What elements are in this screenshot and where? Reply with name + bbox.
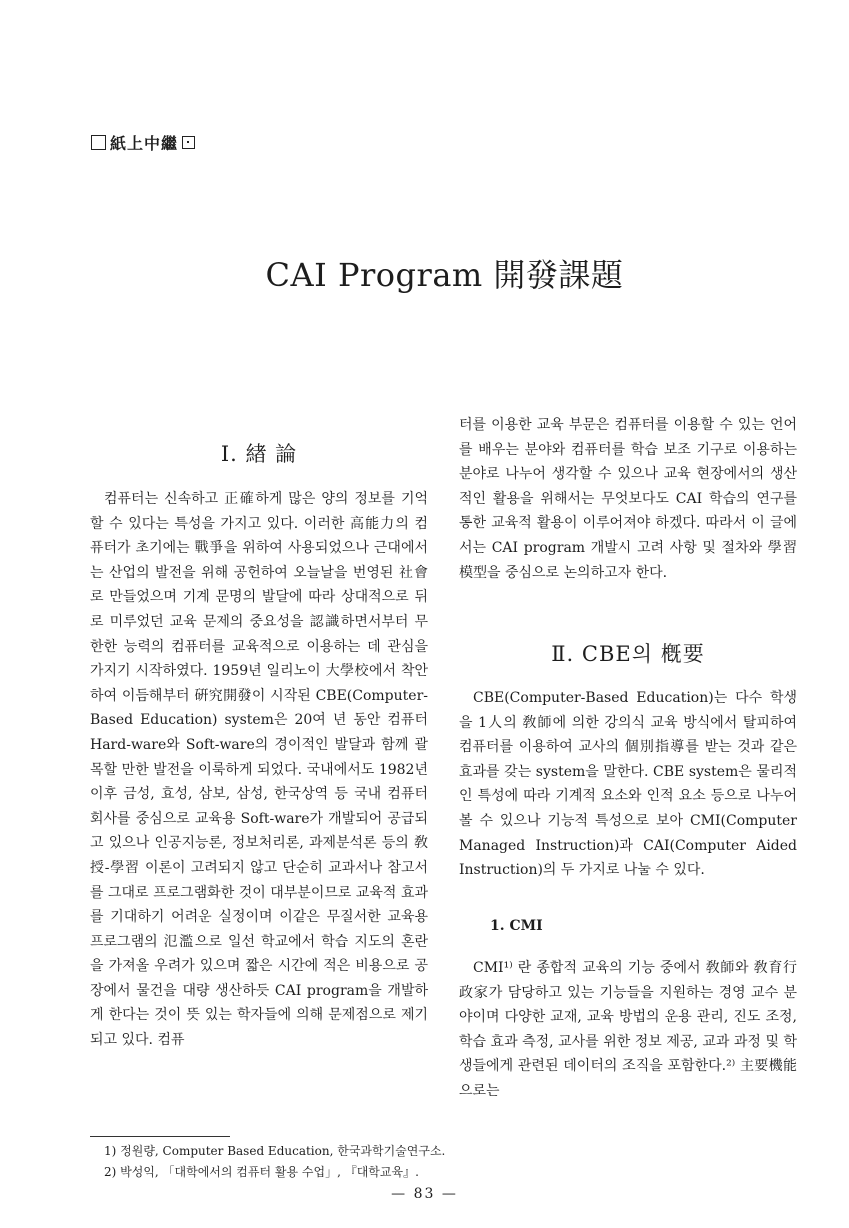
right-column (459, 413, 797, 585)
intro-heading: Ⅰ. 緖 論 (220, 442, 298, 466)
intro-text-left (90, 487, 428, 1053)
footnote-1: 1) 정원량, Computer Based Education, 한국과학기술연구소. (104, 1144, 446, 1158)
section-tag (91, 131, 195, 154)
cbe-text (459, 686, 797, 883)
intro-paragraph-part1: 컴퓨터는 신속하고 正確하게 많은 양의 정보를 기억할 수 있다는 특성을 가지고 있다. 이러한 高能力의 컴퓨터가 초기에는 戰爭을 위하여 사용되었으나 근대에서는 산업의 발전을 위해 공헌하여 오늘날을 번영된 社會로 만들었으며 기계 문명의 발달에 따라 상대적으로 뒤로 미루었던 교육 문제의 중요성을 認識하면서부터 무한한 능력의 컴퓨터를 교육적으로 이용하는 데 관심을 가지기 시작하였다. 1959년 일리노이 大學校에서 착안하여 이듬해부터 硏究開發이 시작된 CBE(Computer-Based Education) system은 20여 년 동안 컴퓨터 Hard-ware와 Soft-ware의 경이적인 발달과 함께 괄목할 만한 발전을 이룩하게 되었다. 국내에서도 1982년 이후 금성, 효성, 삼보, 삼성, 한국상역 등 국내 컴퓨터 회사를 중심으로 교육용 Soft-ware가 개발되어 공급되고 있으나 인공지능론, 정보처리론, 과제분석론 등의 敎授-學習 이론이 고려되지 않고 단순히 교과서나 참고서를 그대로 프로그램화한 것이 대부분이므로 교육적 효과를 기대하기 어려운 실정이며 이같은 무질서한 교육용 프로그램의 氾濫으로 일선 학교에서 학습 지도의 혼란을 가져올 우려가 있으며 짧은 시간에 적은 비용으로 공장에서 물건을 대량 생산하듯 CAI program을 개발하게 한다는 것이 뜻 있는 학자들에 의해 문제점으로 제기 되고 있다. 컴퓨 (90, 491, 428, 1049)
square-dot-icon (182, 136, 195, 149)
cmi-text (459, 956, 797, 1104)
section-tag-label: 紙上中繼 (110, 134, 179, 153)
cbe-paragraph: CBE(Computer-Based Education)는 다수 학생을 1人의 敎師에 의한 강의식 교육 방식에서 탈피하여 컴퓨터를 이용하여 교사의 個別指導를 받는 것과 같은 효과를 갖는 system을 말한다. CBE system은 물리적인 특성에 따라 기계적 요소와 인적 요소 등으로 나누어 볼 수 있으나 기능적 특성으로 보아 CMI(Computer Managed Instruction)과 CAI(Computer Aided Instruction)의 두 가지로 나눌 수 있다. (459, 690, 797, 879)
article-title: CAI Program 開發課題 (265, 256, 624, 294)
footnote-2: 2) 박성익, 「대학에서의 컴퓨터 활용 수업」, 『대학교육』. (104, 1165, 419, 1179)
footnotes (104, 1141, 445, 1183)
intro-paragraph-part2: 터를 이용한 교육 부문은 컴퓨터를 이용할 수 있는 언어를 배우는 분야와 컴퓨터를 학습 보조 기구로 이용하는 분야로 나누어 생각할 수 있으나 교육 현장에서의 생산적인 활용을 위해서는 무엇보다도 CAI 학습의 연구를 통한 교육적 활용이 이루어져야 하겠다. 따라서 이 글에서는 CAI program 개발시 고려 사항 및 절차와 學習模型을 중심으로 논의하고자 한다. (459, 417, 797, 581)
footnote-divider (90, 1136, 230, 1137)
cmi-heading: 1. CMI (490, 918, 543, 934)
page-number: — 83 — (391, 1186, 458, 1202)
square-bullet-icon (91, 135, 106, 150)
cbe-heading: Ⅱ. CBE의 槪要 (551, 642, 705, 666)
cmi-paragraph: CMI¹⁾ 란 종합적 교육의 기능 중에서 敎師와 敎育行政家가 담당하고 있는 기능들을 지원하는 경영 교수 분야이며 다양한 교재, 교육 방법의 운용 관리, 진도 조정, 학습 효과 측정, 교사를 위한 정보 제공, 교과 과정 및 학생들에게 관련된 데이터의 조직을 포함한다.²⁾ 主要機能으로는 (459, 960, 797, 1099)
